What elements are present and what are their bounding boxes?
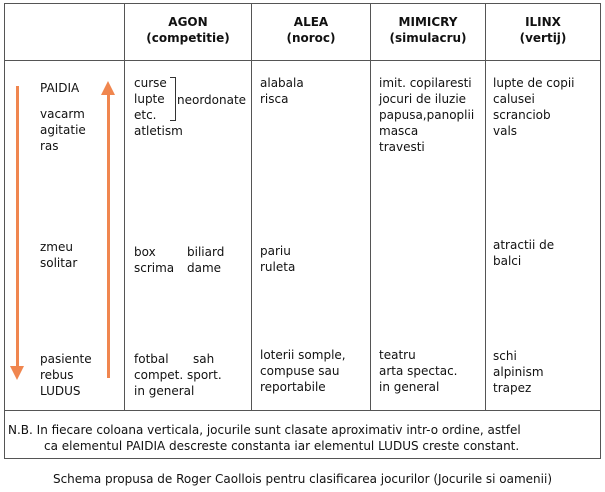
ilinx-mid: atractii de balci [493, 238, 555, 268]
header-title: ALEA [293, 15, 329, 29]
column-divider [124, 3, 125, 410]
agon-mid-a: box scrima [134, 245, 175, 275]
agon-group-label: neordonate [177, 93, 247, 107]
group-bracket [170, 77, 176, 121]
header-subtitle: (competitie) [146, 31, 230, 45]
header-title: MIMICRY [398, 15, 458, 29]
footnote [8, 422, 598, 454]
header-title: AGON [168, 15, 208, 29]
left-top: PAIDIA vacarm agitatie ras [40, 81, 86, 153]
alea-mid: pariu ruleta [260, 244, 296, 274]
note-divider [4, 410, 601, 411]
agon-bottom-a: fotbal compet. sport. in general [134, 352, 222, 398]
figure-caption: Schema propusa de Roger Caollois pentru clasificarea jocurilor (Jocurile si oamenii) [52, 472, 553, 486]
ludus-arrow-shaft [107, 94, 110, 378]
mimicry-top: imit. copilaresti jocuri de iluzie papusa,panoplii masca travesti [379, 76, 475, 154]
agon-bottom-b: sah [193, 352, 215, 366]
header-subtitle: (vertij) [519, 31, 567, 45]
paidia-arrow-shaft [16, 86, 19, 368]
column-divider [485, 3, 486, 410]
agon-top-list: curse lupte etc. atletism [134, 76, 183, 138]
left-bottom: pasiente rebus LUDUS [40, 352, 92, 398]
agon-mid-b: biliard dame [187, 245, 225, 275]
ilinx-top: lupte de copii calusei scranciob vals [493, 76, 575, 138]
header-subtitle: (noroc) [286, 31, 336, 45]
left-mid: zmeu solitar [40, 240, 78, 270]
header-agon [125, 14, 251, 46]
column-divider [370, 3, 371, 410]
ilinx-bottom: schi alpinism trapez [493, 349, 544, 395]
alea-top: alabala risca [260, 76, 304, 106]
column-divider [251, 3, 252, 410]
header-alea [252, 14, 370, 46]
down-arrow-icon [10, 366, 24, 380]
alea-bottom: loterii somple, compuse sau reportabile [260, 348, 346, 394]
header-subtitle: (simulacru) [389, 31, 467, 45]
header-ilinx [486, 14, 600, 46]
mimicry-bottom: teatru arta spectac. in general [379, 348, 458, 394]
up-arrow-icon [101, 81, 115, 95]
footnote-line: N.B. In fiecare coloana verticala, jocurile sunt clasate aproximativ intr-o ordine, astfel [8, 423, 521, 437]
header-title: ILINX [525, 15, 561, 29]
header-divider [4, 60, 601, 61]
header-mimicry [371, 14, 485, 46]
footnote-line: ca elementul PAIDIA descreste constanta iar elementul LUDUS creste constant. [44, 439, 520, 453]
